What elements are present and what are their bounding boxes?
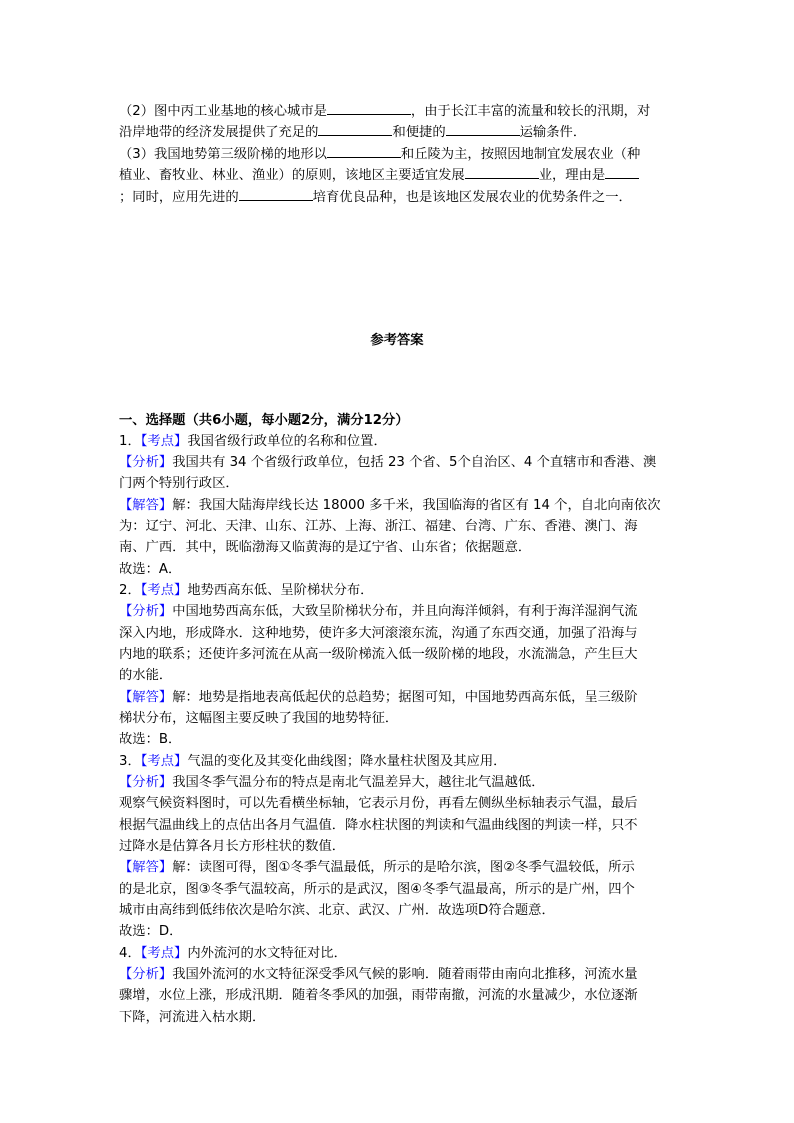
answers-title: 参考答案	[370, 333, 424, 348]
answer-3-fenxi: 【分析】我国冬季气温分布的特点是南北气温差异大，越往北气温越低．	[119, 775, 545, 790]
q3-line-1: （3）我国地势第三级阶梯的地形以 和丘陵为主，按照因地制宜发展农业（种	[119, 144, 640, 163]
answer-1-fenxi: 【分析】我国共有 34 个省级行政单位，包括 23 个省、5个自治区、4 个直辖市和香港、澳	[119, 455, 657, 470]
answer-3-kaodian: 3．【考点】气温的变化及其变化曲线图；降水量柱状图及其应用．	[119, 754, 507, 769]
answer-2-kaodian: 2．【考点】地势西高东低、呈阶梯状分布．	[119, 583, 374, 598]
answer-1-choice: 故选：A．	[119, 562, 182, 577]
fill-blank[interactable]	[465, 165, 539, 179]
q2-line-1: （2）图中丙工业基地的核心城市是 ，由于长江丰富的流量和较长的汛期，对	[119, 101, 650, 120]
answer-4-fenxi: 【分析】我国外流河的水文特征深受季风气候的影响．随着雨带由南向北推移，河流水量	[119, 967, 638, 982]
answer-4-kaodian: 4．【考点】内外流河的水文特征对比．	[119, 946, 347, 961]
fill-blank[interactable]	[446, 122, 520, 136]
section-heading: 一、选择题（共6小题，每小题2分，满分12分）	[119, 413, 409, 428]
answer-2-fenxi: 【分析】中国地势西高东低，大致呈阶梯状分布，并且向海洋倾斜，有利于海洋湿润气流	[119, 604, 638, 619]
fill-blank[interactable]	[327, 144, 401, 158]
answer-3-choice: 故选：D．	[119, 924, 183, 939]
answer-1-kaodian: 1．【考点】我国省级行政单位的名称和位置．	[119, 434, 387, 449]
answer-3-jieda: 【解答】解：读图可得，图①冬季气温最低，所示的是哈尔滨，图②冬季气温较低，所示	[119, 860, 635, 875]
fill-blank[interactable]	[318, 122, 392, 136]
fill-blank[interactable]	[239, 187, 313, 201]
answer-2-choice: 故选：B．	[119, 732, 182, 747]
fill-blank[interactable]	[605, 165, 639, 179]
q3-line-3: ；同时，应用先进的 培育优良品种，也是该地区发展农业的优势条件之一．	[119, 187, 632, 206]
answer-2-jieda: 【解答】解：地势是指地表高低起伏的总趋势；据图可知，中国地势西高东低，呈三级阶	[119, 690, 638, 705]
document-page: （2）图中丙工业基地的核心城市是 ，由于长江丰富的流量和较长的汛期，对 沿岸地带的经济发展提供了充足的 和便捷的 运输条件． （3）我国地势第三级阶梯的地形以 和丘陵为主，按照因地制宜发展农业（种 植业、畜牧业、林业、渔业）的原则，该地区主要适宜发展 业，理由是 ；同时，应用先进的 培育优良品种，也是该地区发展农业的优势条件之一． 参考答案 一、选择题（共6小题，每小题2分，满分12分） 1．【考点】我国省级行政单位的名称和位置． 【分析】我国共有 34 个省级行政单位，包括 23 个省、5个自治区、4 个直辖市和香港、澳 门两个特别行政区． 【解答】解：我国大陆海岸线长达 18000 多千米，我国临海的省区有 14 个，自北向南依次 为：辽宁、河北、天津、山东、江苏、上海、浙江、福建、台湾、广东、香港、澳门、海 南、广西．其中，既临渤海又临黄海的是辽宁省、山东省；依据题意． 故选：A． 2．【考点】地势西高东低、呈阶梯状分布． 【分析】中国地势西高东低，大致呈阶梯状分布，并且向海洋倾斜，有利于海洋湿润气流 深入内地，形成降水．这种地势，使许多大河滚滚东流，沟通了东西交通，加强了沿海与 内地的联系；还使许多河流在从高一级阶梯流入低一级阶梯的地段，水流湍急，产生巨大 的水能． 【解答】解：地势是指地表高低起伏的总趋势；据图可知，中国地势西高东低，呈三级阶 梯状分布，这幅图主要反映了我国的地势特征． 故选：B． 3．【考点】气温的变化及其变化曲线图；降水量柱状图及其应用． 【分析】我国冬季气温分布的特点是南北气温差异大，越往北气温越低． 观察气候资料图时，可以先看横坐标轴，它表示月份，再看左侧纵坐标轴表示气温，最后 根据气温曲线上的点估出各月气温值．降水柱状图的判读和气温曲线图的判读一样，只不 过降水是估算各月长方形柱状的数值． 【解答】解：读图可得，图①冬季气温最低，所示的是哈尔滨，图②冬季气温较低，所示 的是北京，图③冬季气温较高，所示的是武汉，图④冬季气温最高，所示的是广州，四个 城市由高纬到低纬依次是哈尔滨、北京、武汉、广州．故选项D符合题意． 故选：D． 4．【考点】内外流河的水文特征对比． 【分析】我国外流河的水文特征深受季风气候的影响．随着雨带由南向北推移，河流水量 骤增，水位上涨，形成汛期．随着冬季风的加强，雨带南撤，河流的水量减少，水位逐渐 下降，河流进入枯水期．	[0, 0, 794, 1123]
answer-1-jieda: 【解答】解：我国大陆海岸线长达 18000 多千米，我国临海的省区有 14 个，自北向南依次	[119, 498, 661, 513]
q2-line-2: 沿岸地带的经济发展提供了充足的 和便捷的 运输条件．	[119, 122, 586, 141]
q3-line-2: 植业、畜牧业、林业、渔业）的原则，该地区主要适宜发展 业，理由是	[119, 165, 639, 184]
fill-blank[interactable]	[327, 101, 411, 115]
